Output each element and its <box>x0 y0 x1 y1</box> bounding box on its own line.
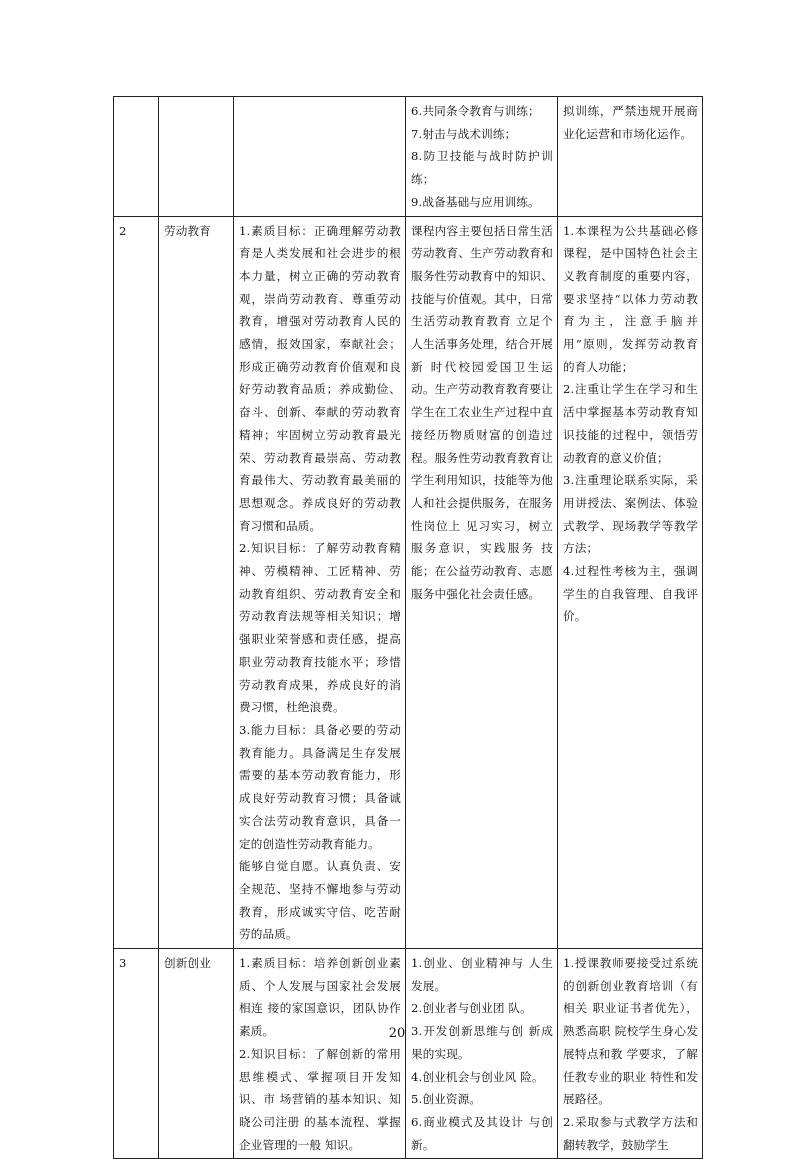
content-item: 9.战备基础与应用训练。 <box>411 194 540 209</box>
requirement-item: 2.采取参与式教学方法和 翻转教学，鼓励学生 <box>563 1114 698 1152</box>
content-item: 课程内容主要包括日常生活劳动教育、生产劳动教育和服务性劳动教育中的知识、技能与价值观。其中，日常生活劳动教育教育 立足个人生活事务处理，结合开展新 时代校园爱国卫生运动。生产劳动教育教育要让学生在工农业生产过程中直接经历物质财富的创造过程。服务性劳动教育教育让学生利用知识，技能等为他人和社会提供服务，在服务性岗位上 见习实习，树立服务意识，实践服务 技能；在公益劳动教育、志愿服务中强化社会责任感。 <box>411 223 553 601</box>
course-content <box>406 216 558 949</box>
table-row <box>114 216 703 949</box>
course-number <box>114 97 159 217</box>
course-name: 劳动教育 <box>159 216 234 949</box>
course-requirements <box>558 97 703 217</box>
requirement-item: 1.本课程为公共基础必修课程，是中国特色社会主义教育制度的重要内容，要求坚持“以体力劳动教育为主，注意手脑并用”原则，发挥劳动教育的育人功能； <box>563 223 698 374</box>
requirement-item: 3.注重理论联系实际，采用讲授法、案例法、体验式教学、现场教学等教学方法； <box>563 473 698 556</box>
content-item: 4.创业机会与创业风 险。 <box>411 1069 544 1084</box>
content-item: 7.射击与战术训练； <box>411 126 517 141</box>
course-requirements <box>558 949 703 1159</box>
course-name: 创新创业 <box>159 949 234 1159</box>
objective-item: 3.能力目标：具备必要的劳动教育能力。具备满足生存发展需要的基本劳动教育能力，形成良好劳动教育习惯；具备诚实合法劳动教育意识，具备一定的创造性劳动教育能力。 <box>239 722 401 851</box>
objective-item: 1.素质目标：正确理解劳动教育是人类发展和社会进步的根本力量，树立正确的劳动教育观，崇尚劳动教育、尊重劳动教育，增强对劳动教育人民的感情，报效国家，奉献社会；形成正确劳动教育价值观和良好劳动教育品质；养成勤俭、奋斗、创新、奉献的劳动教育精神；牢固树立劳动教育最光荣、劳动教育最崇高、劳动教育最伟大、劳动教育最美丽的思想观念。养成良好的劳动教育习惯和品质。 <box>239 223 401 533</box>
course-objectives <box>234 949 406 1159</box>
requirement-item: 4.过程性考核为主，强调学生的自我管理、自我评价。 <box>563 564 698 624</box>
course-requirements <box>558 216 703 949</box>
course-number: 2 <box>114 216 159 949</box>
objective-item: 1.素质目标：培养创新创业素质、个人发展与国家社会发展相连 接的家国意识，团队协作素质。 <box>239 956 401 1039</box>
table-row <box>114 949 703 1159</box>
content-item: 8.防卫技能与战时防护训练； <box>411 149 553 187</box>
table-row <box>114 97 703 217</box>
objective-item: 能够自觉自愿。认真负责、安全规范、坚持不懈地参与劳动教育，形成诚实守信、吃苦耐劳的品质。 <box>239 859 401 942</box>
content-item: 3.开发创新思维与创 新成果的实现。 <box>411 1024 553 1061</box>
content-item: 2.创业者与创业团 队。 <box>411 1001 532 1016</box>
objective-item: 2.知识目标：了解劳动教育精神、劳模精神、工匠精神、劳动教育组织、劳动教育安全和劳动教育法规等相关知识；增强职业荣誉感和责任感，提高职业劳动教育技能水平；珍惜劳动教育成果，养成良好的消费习惯，杜绝浪费。 <box>239 541 401 715</box>
course-number: 3 <box>114 949 159 1159</box>
content-item: 6.共同条令教育与训练； <box>411 104 540 118</box>
course-content <box>406 97 558 217</box>
course-objectives <box>234 97 406 217</box>
requirement-item: 1.授课教师要接受过系统 的创新创业教育培训（有相关 职业证书者优先），熟悉高职 院校学生身心发展特点和教 学要求，了解任教专业的职业 特性和发展路径。 <box>563 956 698 1107</box>
course-table <box>113 96 703 1159</box>
course-name <box>159 97 234 217</box>
objective-item: 2.知识目标：了解创新的常用思维模式、掌握项目开发知识、市 场营销的基本知识、知晓公司注册 的基本流程、掌握企业管理的一般 知识。 <box>239 1046 401 1152</box>
requirement-item: 拟训练，严禁违规开展商业化运营和市场化运作。 <box>563 104 698 141</box>
content-item: 1.创业、创业精神与 人生发展。 <box>411 956 553 993</box>
requirement-item: 2.注重让学生在学习和生活中掌握基本劳动教育知识技能的过程中，领悟劳动教育的意义价值； <box>563 382 698 465</box>
course-content <box>406 949 558 1159</box>
page-number: 20 <box>388 1026 406 1041</box>
course-objectives <box>234 216 406 949</box>
content-item: 6.商业模式及其设计 与创新。 <box>411 1114 553 1152</box>
content-item: 5.创业资源。 <box>411 1092 482 1107</box>
